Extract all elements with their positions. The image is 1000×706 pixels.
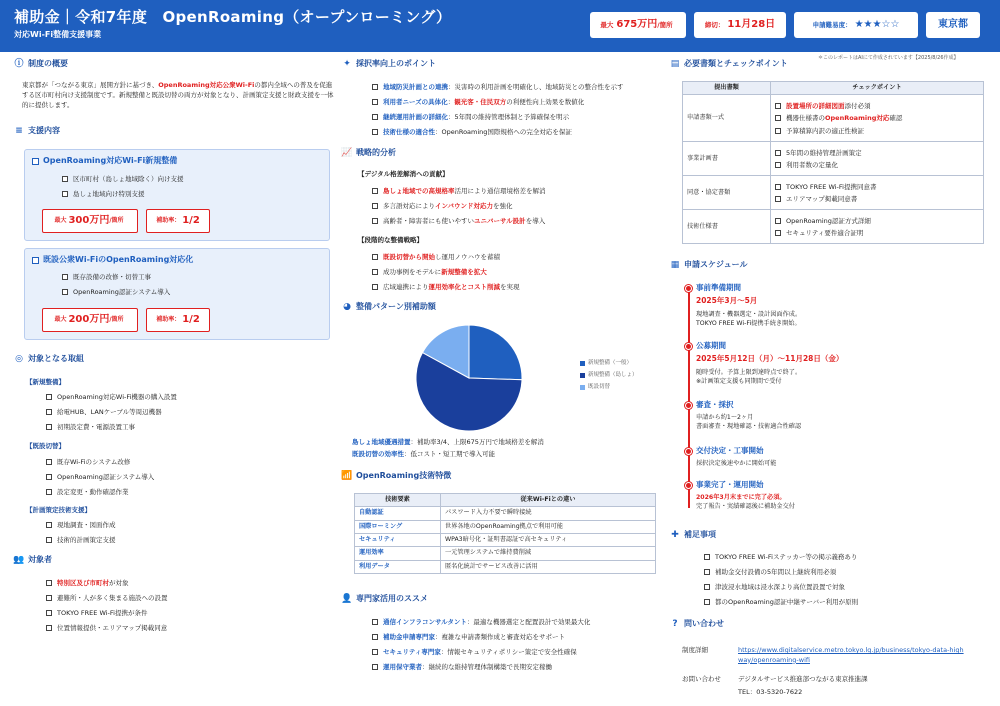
expert-icon: 👤 — [341, 594, 353, 605]
list-item: 区市町村（島しょ地域除く）向け支援 — [62, 175, 184, 184]
checkbox-icon — [372, 84, 378, 90]
checkbox-icon — [372, 269, 378, 275]
checkbox-icon — [372, 254, 378, 260]
list-item: 補助金申請専門家 ：複雑な申請書類作成と審査対応をサポート — [372, 633, 565, 642]
max-amount-tag: 最大 300万円 /箇所 — [42, 209, 138, 233]
deadline-badge: 締切： 11月28日 — [694, 12, 786, 38]
legend-item: 新規整備（島しょ） — [580, 372, 638, 379]
timeline-dot — [685, 482, 692, 489]
list-item: 既存Wi-Fiのシステム改修 — [46, 458, 130, 467]
checkbox-icon — [775, 184, 781, 190]
checkbox-icon — [62, 191, 68, 197]
checkbox-icon — [775, 103, 781, 109]
targets-heading: ◎ 対象となる取組 — [15, 354, 84, 365]
chart-note: 島しょ地域優遇措置：補助率3/4、上限675万円で地域格差を解消 — [352, 438, 544, 446]
table-header: 提出書類 — [683, 82, 771, 95]
checkbox-icon — [704, 584, 710, 590]
table-header: 従来Wi-Fiとの違い — [441, 494, 656, 507]
points-heading: ✦ 採択率向上のポイント — [343, 59, 436, 70]
list-item: TOKYO FREE Wi-Fi提携同意書 — [775, 181, 979, 193]
checkbox-icon — [775, 218, 781, 224]
max-amount-tag: 最大 200万円 /箇所 — [42, 308, 138, 332]
checkbox-icon — [372, 619, 378, 625]
checkbox-icon — [372, 129, 378, 135]
overview-text: 東京都が「つながる東京」展開方針に基づき、OpenRoaming対応公衆Wi-Fiの都内全域への普及を促進する区市町村向け支援制度です。新規整備と既設切替の両方が対象となり、計画策定支援と財政支援を一体的に提供します。 — [22, 81, 334, 110]
checkbox-icon — [46, 537, 52, 543]
legend-item: 新規整備（一般） — [580, 360, 632, 367]
schedule-step-text: 現地調査・機器選定・設計図面作成。 TOKYO FREE Wi-Fi提携手続き開始。 — [696, 311, 802, 328]
list-item: 予算積算内訳の適正性検証 — [775, 125, 979, 137]
checkbox-icon — [372, 114, 378, 120]
list-icon: ≡ — [15, 126, 23, 137]
checkbox-icon — [46, 489, 52, 495]
list-item: エリアマップ掲載同意書 — [775, 193, 979, 205]
table-row: 運用効率 一元管理システムで維持費削減 — [355, 547, 656, 560]
plus-icon: ✚ — [671, 530, 679, 541]
checkbox-icon — [775, 150, 781, 156]
list-item: 技術的計画策定支援 — [46, 536, 116, 545]
checkbox-icon — [775, 115, 781, 121]
checkbox-icon — [775, 196, 781, 202]
support-panel-new-title: OpenRoaming対応Wi-Fi新規整備 — [32, 156, 177, 167]
targets-group-label: 【計画策定技術支援】 — [26, 506, 91, 514]
list-item: 高齢者・障害者にも使いやすい ユニバーサル設計 を導入 — [372, 217, 545, 226]
docs-table — [682, 81, 984, 244]
contact-label: お問い合わせ — [682, 675, 721, 683]
schedule-step-text: 採択決定後速やかに開始可能 — [696, 460, 777, 467]
list-item: 補助金交付設備の5年間以上継続利用必須 — [704, 568, 836, 577]
list-item: 島しょ地域向け特別支援 — [62, 190, 145, 199]
list-item: 既設切替から開始 し運用ノウハウを蓄積 — [372, 253, 500, 262]
schedule-step-text: 2026年3月末までに完了必須。 完了報告・実績確認後に補助金交付 — [696, 494, 795, 511]
checkbox-icon — [775, 162, 781, 168]
contact-detail-label: 制度詳細 — [682, 646, 708, 654]
timeline-dot — [685, 448, 692, 455]
contact-phone: TEL：03-5320-7622 — [738, 688, 803, 696]
list-item: セキュリティ要件適合証明 — [775, 227, 979, 239]
lightbulb-icon: ✦ — [343, 59, 351, 70]
timeline-dot — [685, 343, 692, 350]
strategy-group-label: 【デジタル格差解消への貢献】 — [358, 170, 449, 178]
list-item: 津波浸水地域は浸水深より高位置設置で対象 — [704, 583, 845, 592]
checkbox-icon — [775, 230, 781, 236]
schedule-step-title: 事業完了・運用開始 — [696, 480, 764, 489]
list-item: 成功事例をモデルに 新規整備を拡大 — [372, 268, 487, 277]
list-item: 初期設定費・電源設置工事 — [46, 423, 135, 432]
list-item: 利用者数の定量化 — [775, 159, 979, 171]
list-item: 機器仕様書の OpenRoaming対応 確認 — [775, 112, 979, 124]
checkbox-icon — [46, 474, 52, 480]
timeline-dot — [685, 285, 692, 292]
list-item: 通信インフラコンサルタント ：最適な機器選定と配置設計で効果最大化 — [372, 618, 590, 627]
chart-heading: ◕ 整備パターン別補助額 — [343, 302, 436, 313]
difficulty-badge: 申請難易度： ★★★☆☆ — [794, 12, 918, 38]
checkbox-icon — [46, 610, 52, 616]
question-icon: ? — [672, 619, 678, 630]
schedule-step-date: 2025年5月12日（月）〜11月28日（金） — [696, 354, 844, 363]
checkbox-icon — [62, 274, 68, 280]
list-item: 利用者ニーズの具体化 ： 観光客・住民双方 の利便性向上効果を数値化 — [372, 98, 584, 107]
list-item: 避難所・人が多く集まる施設への設置 — [46, 594, 168, 603]
checkbox-icon — [46, 409, 52, 415]
page-subtitle: 対応Wi-Fi整備支援事業 — [14, 30, 102, 39]
checkbox-icon — [372, 188, 378, 194]
schedule-step-date: 2025年3月〜5月 — [696, 296, 758, 305]
target-icon: ◎ — [15, 354, 23, 365]
checkbox-icon — [372, 99, 378, 105]
table-row: 申請書類一式 設置場所の詳細図面 添付必須 機器仕様書の OpenRoaming対応 確認 予算積算内訳の適正性検証 — [683, 95, 984, 142]
subsidy-pie-chart — [414, 323, 524, 433]
pie-chart-icon: ◕ — [343, 302, 351, 313]
list-item: 5年間の維持管理計画策定 — [775, 147, 979, 159]
wifi-icon: 📶 — [341, 471, 353, 482]
schedule-heading: ▦ 申請スケジュール — [670, 260, 748, 271]
checkbox-icon — [704, 554, 710, 560]
checkbox-icon — [46, 394, 52, 400]
checkbox-icon — [372, 218, 378, 224]
page-header — [0, 0, 1000, 52]
checkbox-icon — [46, 595, 52, 601]
checkbox-icon — [46, 424, 52, 430]
people-icon: 👥 — [13, 555, 25, 566]
contact-heading: ? 問い合わせ — [670, 619, 724, 630]
contact-org: デジタルサービス推進部つながる東京推進課 — [738, 675, 868, 683]
max-amount-badge: 最大 675万円 /箇所 — [590, 12, 686, 38]
program-detail-link[interactable]: https://www.digitalservice.metro.tokyo.lg.jp/business/tokyo-data-high way/openroaming-wifi — [738, 646, 964, 664]
list-item: TOKYO FREE Wi-Fi提携が条件 — [46, 609, 147, 618]
schedule-step-title: 公募期間 — [696, 341, 726, 350]
table-header: チェックポイント — [771, 82, 984, 95]
table-row: 国際ローミング 世界各地のOpenRoaming拠点で利用可能 — [355, 520, 656, 533]
table-row: 同意・協定書類 TOKYO FREE Wi-Fi提携同意書 エリアマップ掲載同意書 — [683, 176, 984, 210]
table-row: 利用データ 匿名化統計でサービス改善に活用 — [355, 560, 656, 573]
rate-tag: 補助率： 1/2 — [146, 308, 210, 332]
document-icon: ▤ — [670, 59, 680, 70]
list-item: 現地調査・図面作成 — [46, 521, 116, 530]
checkbox-icon — [372, 664, 378, 670]
tech-table — [354, 493, 656, 574]
schedule-step-text: 随時受付。予算上限到達時点で終了。 ※計画策定支援も同期間で受付 — [696, 369, 802, 386]
list-item: OpenRoaming認証システム導入 — [62, 288, 170, 297]
docs-heading: ▤ 必要書類とチェックポイント — [670, 59, 788, 70]
targets-group-label: 【新規整備】 — [26, 378, 65, 386]
list-item: OpenRoaming認証方式詳細 — [775, 215, 979, 227]
checkbox-icon — [46, 580, 52, 586]
list-item: 設置場所の詳細図面 添付必須 — [775, 100, 979, 112]
list-item: OpenRoaming対応Wi-Fi機器の購入設置 — [46, 393, 177, 402]
list-item: 特別区及び市町村 が対象 — [46, 579, 129, 588]
strategy-group-label: 【段階的な整備戦略】 — [358, 236, 423, 244]
table-row: セキュリティ WPA3暗号化・証明書認証で高セキュリティ — [355, 534, 656, 547]
list-item: 広域連携により 運用効率化とコスト削減 を実現 — [372, 283, 520, 292]
schedule-step-title: 交付決定・工事開始 — [696, 446, 764, 455]
schedule-step-text: 申請から約1〜2ヶ月 書面審査・現地確認・技術適合性確認 — [696, 414, 802, 431]
experts-heading: 👤 専門家活用のススメ — [341, 594, 428, 605]
list-item: 位置情報提供・エリアマップ掲載同意 — [46, 624, 167, 633]
list-item: 設定変更・動作確認作業 — [46, 488, 129, 497]
list-item: 給電HUB、LANケーブル等周辺機器 — [46, 408, 162, 417]
organization-badge: 東京都 — [926, 12, 980, 38]
checkbox-icon — [46, 625, 52, 631]
legend-item: 既設切替 — [580, 384, 610, 391]
checkbox-icon — [46, 459, 52, 465]
list-item: OpenRoaming認証システム導入 — [46, 473, 154, 482]
support-heading: ≡ 支援内容 — [15, 126, 60, 137]
checkbox-icon — [62, 176, 68, 182]
checkbox-icon — [32, 158, 39, 165]
checkbox-icon — [704, 599, 710, 605]
list-item: 継続運用計画の詳細化 ：5年間の維持管理体制と予算確保を明示 — [372, 113, 569, 122]
table-row: 事業計画書 5年間の維持管理計画策定 利用者数の定量化 — [683, 142, 984, 176]
info-icon: ⓘ — [14, 59, 24, 70]
timeline-dot — [685, 402, 692, 409]
list-item: 多言語対応により インバウンド対応力 を強化 — [372, 202, 513, 211]
checkbox-icon — [372, 634, 378, 640]
targets-group-label: 【既設切替】 — [26, 442, 65, 450]
list-item: 運用保守業者 ：継続的な維持管理体制構築で長期安定稼働 — [372, 663, 552, 672]
schedule-step-title: 審査・採択 — [696, 400, 734, 409]
checkbox-icon — [62, 289, 68, 295]
strategy-heading: 📈 戦略的分析 — [341, 148, 396, 159]
list-item: 技術仕様の適合性 ：OpenRoaming国際規格への完全対応を保証 — [372, 128, 572, 137]
list-item: 地域防災計画との連携 ：災害時の利用計画を明確化し、地域防災との整合性を示す — [372, 83, 624, 92]
list-item: 島しょ地域での高規格率 活用により通信環境格差を解消 — [372, 187, 546, 196]
timeline-line — [688, 290, 690, 508]
table-header: 技術要素 — [355, 494, 441, 507]
rate-tag: 補助率： 1/2 — [146, 209, 210, 233]
list-item: TOKYO FREE Wi-Fiステッカー等の掲示義務あり — [704, 553, 857, 562]
table-row: 技術仕様書 OpenRoaming認証方式詳細 セキュリティ要件適合証明 — [683, 210, 984, 244]
checkbox-icon — [775, 128, 781, 134]
checkbox-icon — [372, 284, 378, 290]
list-item: セキュリティ専門家 ：情報セキュリティポリシー策定で安全性確保 — [372, 648, 577, 657]
checkbox-icon — [46, 522, 52, 528]
checkbox-icon — [32, 257, 39, 264]
list-item: 都のOpenRoaming認証中継サーバー利用が原則 — [704, 598, 858, 607]
overview-heading: ⓘ 制度の概要 — [14, 59, 68, 70]
checkbox-icon — [372, 203, 378, 209]
checkbox-icon — [704, 569, 710, 575]
page-title: 補助金｜令和7年度 OpenRoaming（オープンローミング） — [14, 8, 452, 26]
support-panel-existing-title: 既設公衆Wi-FiのOpenRoaming対応化 — [32, 255, 193, 266]
checkbox-icon — [372, 649, 378, 655]
eligible-heading: 👥 対象者 — [13, 555, 52, 566]
list-item: 既存設備の改修・切替工事 — [62, 273, 151, 282]
table-row: 自動認証 パスワード入力不要で瞬時接続 — [355, 507, 656, 520]
schedule-step-title: 事前準備期間 — [696, 283, 741, 292]
pie-slice-0 — [469, 325, 522, 380]
supplement-heading: ✚ 補足事項 — [671, 530, 716, 541]
ai-note: ＊このレポートはAIにて作成されています【2025/8/26作成】 — [818, 55, 959, 61]
calendar-icon: ▦ — [670, 260, 680, 271]
tech-heading: 📶 OpenRoaming技術特徴 — [341, 471, 452, 482]
chart-line-icon: 📈 — [341, 148, 353, 159]
chart-note: 既設切替の効率性：低コスト・短工期で導入可能 — [352, 450, 495, 458]
